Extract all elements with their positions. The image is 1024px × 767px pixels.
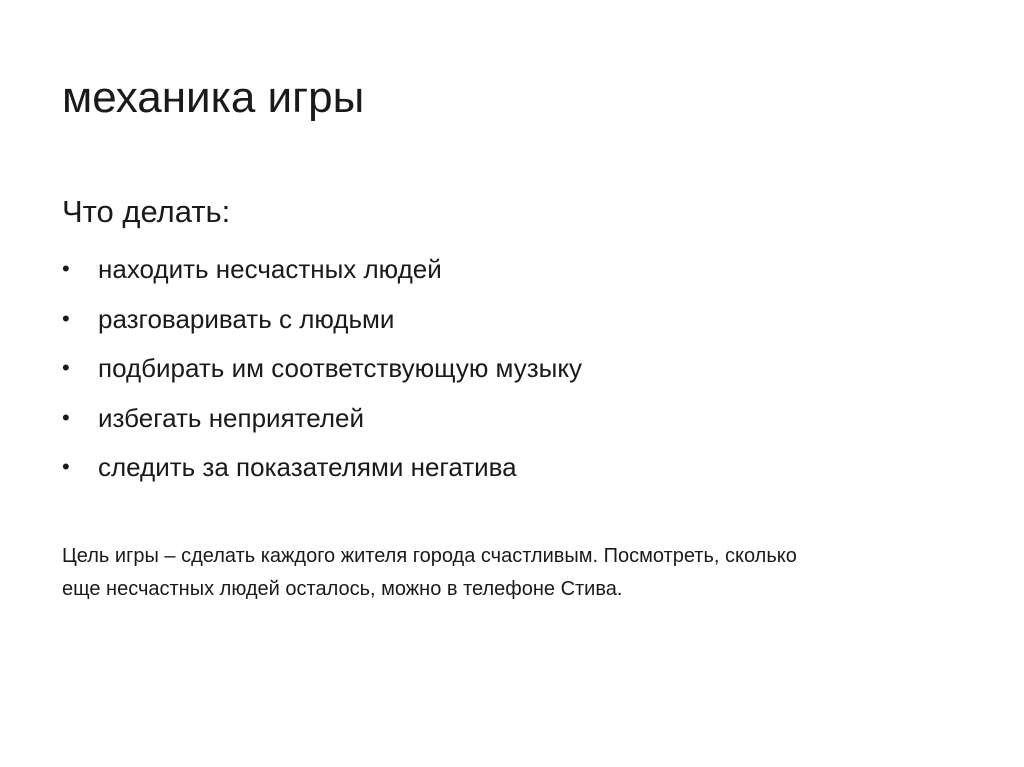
goal-paragraph [62, 540, 952, 606]
bullet-icon: • [62, 256, 70, 281]
bullet-icon: • [62, 404, 70, 430]
slide-title: механика игры [62, 73, 365, 122]
bullet-icon: • [62, 454, 70, 479]
bullet-text: находить несчастных людей [98, 254, 442, 284]
paragraph-line: Цель игры – сделать каждого жителя города счастливым. Посмотреть, сколько [62, 545, 797, 567]
bullet-text: разговаривать с людьми [98, 303, 395, 334]
bullet-text: подбирать им соответствующую музыку [98, 353, 582, 383]
bullet-icon: • [62, 305, 70, 331]
section-heading: Что делать: [62, 194, 231, 229]
paragraph-line: еще несчастных людей осталось, можно в телефоне Стива. [62, 578, 623, 600]
bullet-text: следить за показателями негатива [98, 452, 517, 482]
bullet-text: избегать неприятелей [98, 402, 365, 433]
bullet-icon: • [62, 355, 70, 380]
